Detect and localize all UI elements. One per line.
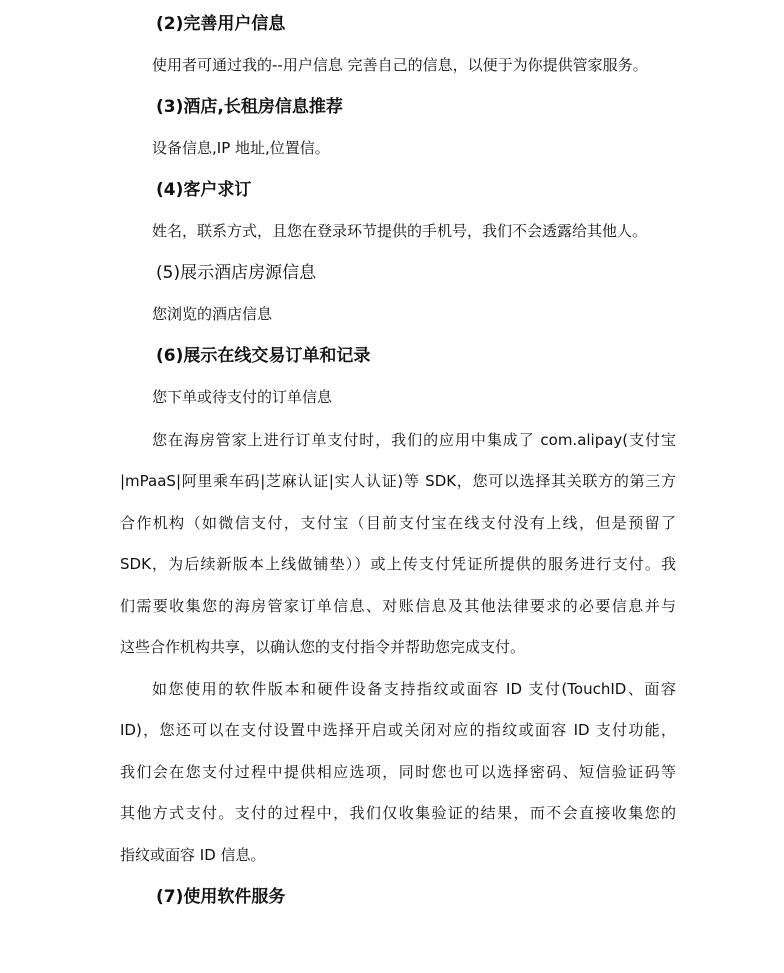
section-4-text: 姓名，联系方式，且您在登录环节提供的手机号，我们不会透露给其他人。 xyxy=(152,222,648,240)
section-4-heading: (4)客户求订 xyxy=(156,180,252,200)
biometric-line: 指纹或面容 ID 信息。 xyxy=(120,846,266,864)
biometric-line: 我们会在您支付过程中提供相应选项，同时您也可以选择密码、短信验证码等 xyxy=(120,763,676,781)
biometric-line: ID)，您还可以在支付设置中选择开启或关闭对应的指纹或面容 ID 支付功能， xyxy=(120,721,676,739)
section-2-heading: (2)完善用户信息 xyxy=(156,14,286,34)
biometric-line: 如您使用的软件版本和硬件设备支持指纹或面容 ID 支付(TouchID、面容 xyxy=(152,680,676,698)
section-2-text: 使用者可通过我的--用户信息 完善自己的信息，以便于为你提供管家服务。 xyxy=(152,56,648,74)
section-3-heading: (3)酒店,长租房信息推荐 xyxy=(156,97,343,117)
section-5-text: 您浏览的酒店信息 xyxy=(152,305,273,323)
payment-line: SDK，为后续新版本上线做铺垫））或上传支付凭证所提供的服务进行支付。我 xyxy=(120,555,676,573)
section-6-text: 您下单或待支付的订单信息 xyxy=(152,388,333,406)
payment-line: 您在海房管家上进行订单支付时，我们的应用中集成了 com.alipay(支付宝 xyxy=(152,431,676,449)
section-3-text: 设备信息,IP 地址,位置信。 xyxy=(152,139,330,157)
payment-line: 合作机构（如微信支付，支付宝（目前支付宝在线支付没有上线，但是预留了 xyxy=(120,514,676,532)
payment-line: 们需要收集您的海房管家订单信息、对账信息及其他法律要求的必要信息并与 xyxy=(120,597,676,615)
payment-line: 这些合作机构共享，以确认您的支付指令并帮助您完成支付。 xyxy=(120,638,526,656)
biometric-line: 其他方式支付。支付的过程中，我们仅收集验证的结果，而不会直接收集您的 xyxy=(120,804,676,822)
section-5-heading: (5)展示酒店房源信息 xyxy=(156,263,317,283)
section-7-heading: (7)使用软件服务 xyxy=(156,887,286,907)
section-6-heading: (6)展示在线交易订单和记录 xyxy=(156,346,371,366)
payment-line: |mPaaS|阿里乘车码|芝麻认证|实人认证)等 SDK，您可以选择其关联方的第三方 xyxy=(120,472,676,490)
